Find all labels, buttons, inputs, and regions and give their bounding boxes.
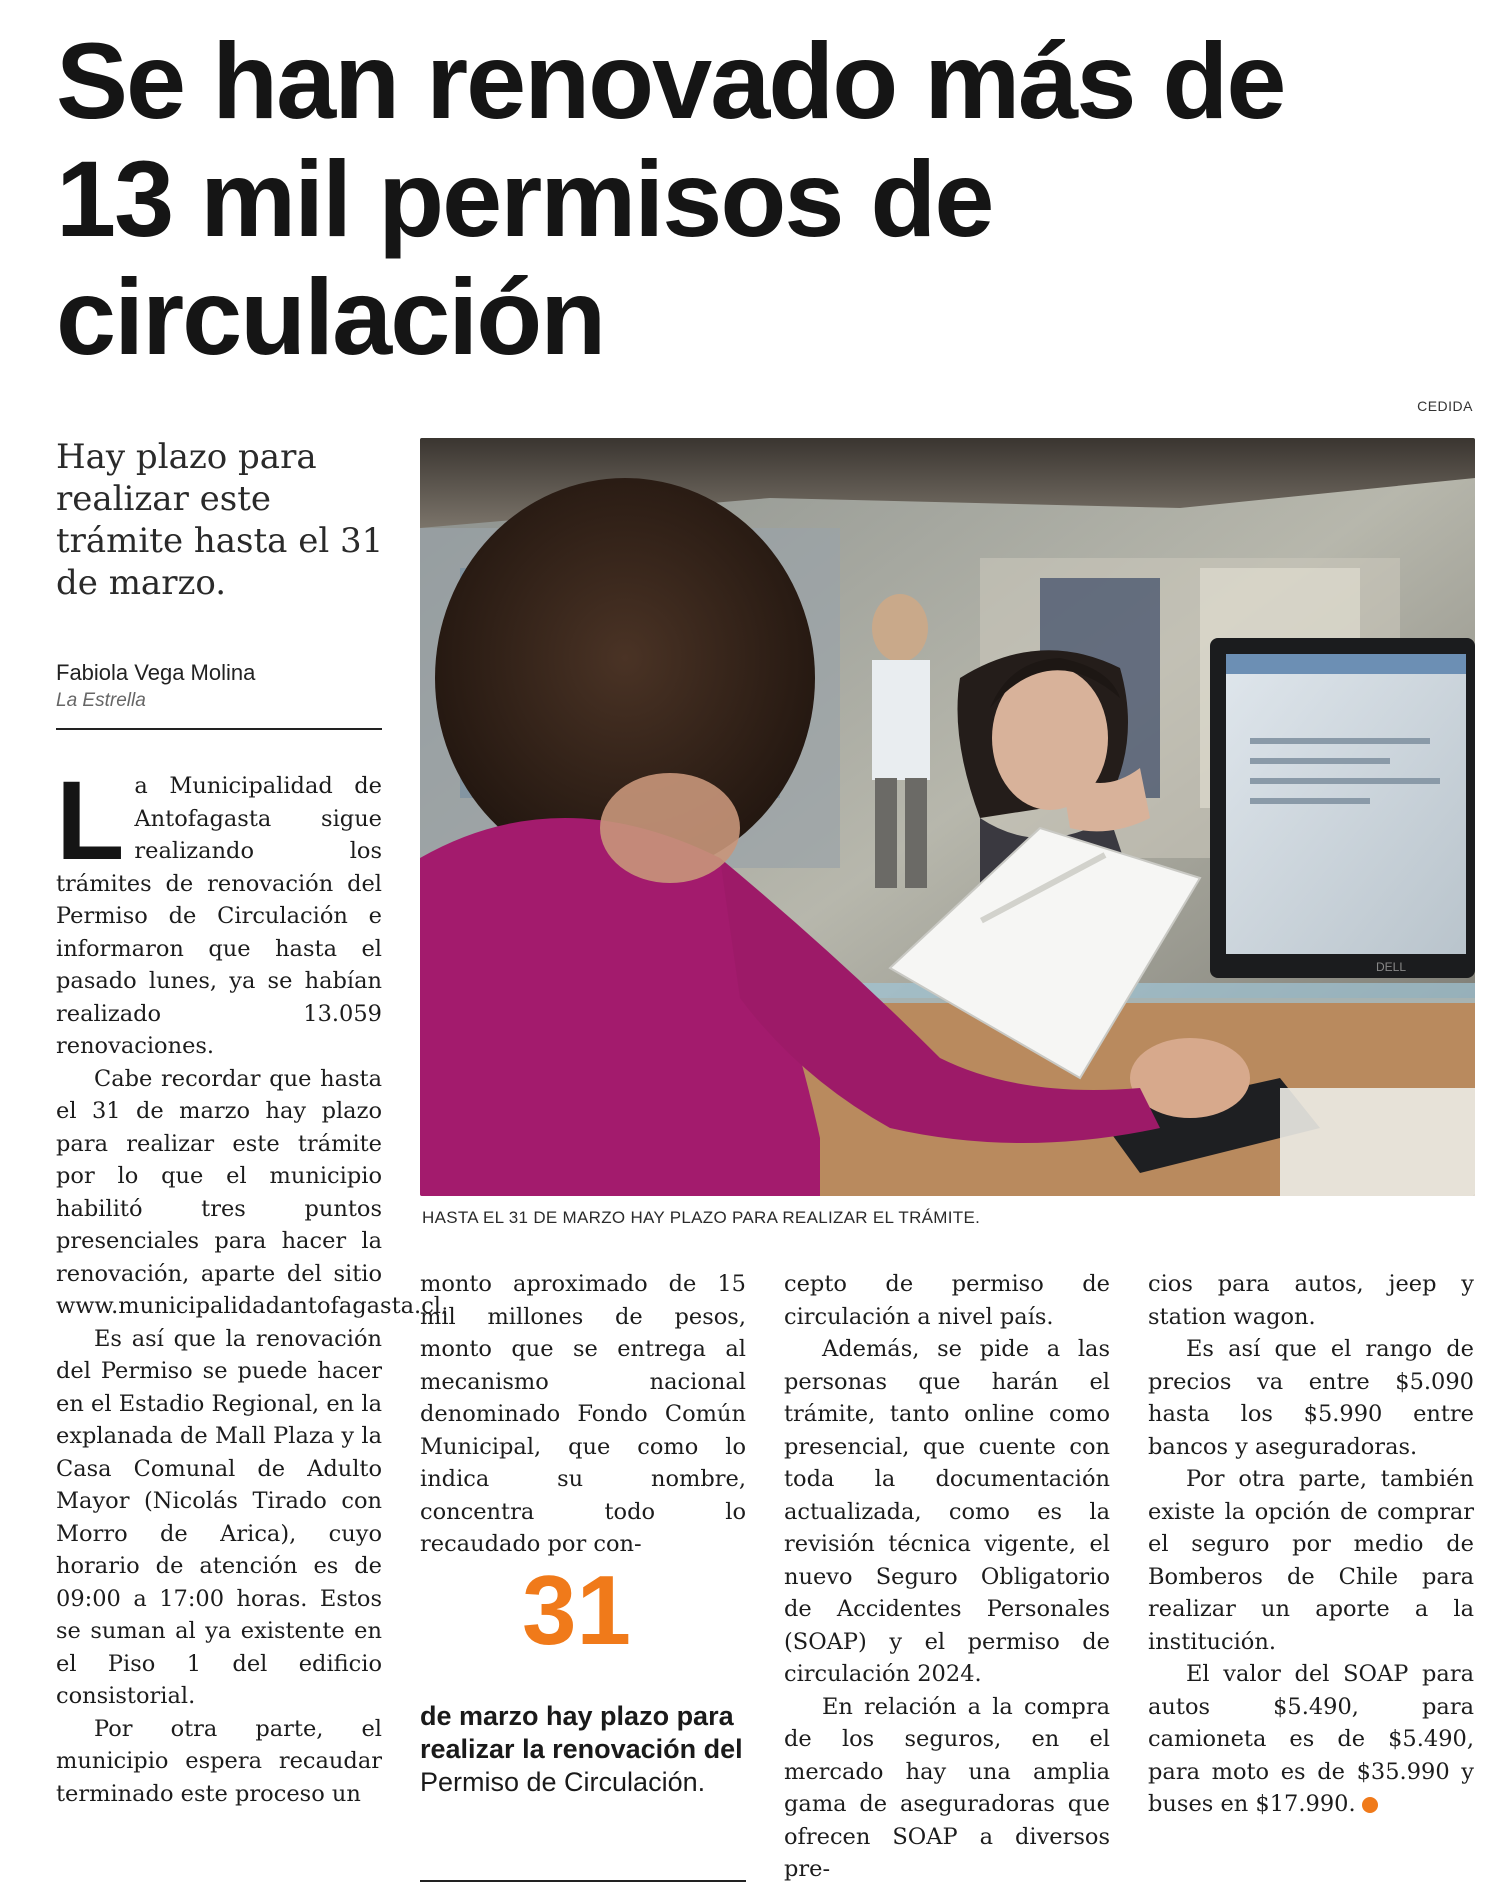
- factbox-regular-text: Permiso de Circulación.: [420, 1767, 706, 1797]
- article-column-2: [420, 1268, 746, 1561]
- byline-divider: [56, 728, 382, 730]
- paragraph-12: [1148, 1658, 1474, 1821]
- factbox: [420, 1700, 746, 1799]
- article-column-3: [784, 1268, 1110, 1886]
- paragraph-8: En relación a la compra de los seguros, en el mercado hay una amplia gama de aseguradoras que ofrecen SOAP a diversos pre-: [784, 1693, 1110, 1882]
- factbox-divider: [420, 1880, 746, 1882]
- headline-line-3: circulación: [56, 256, 605, 377]
- headline: [56, 22, 1456, 376]
- paragraph-1-text: a Municipalidad de Antofagasta sigue realizando los trámites de renovación del Permiso de Circulación e informaron que hasta el pasado lunes, ya se habían realizado 13.059 renovaciones.: [56, 773, 382, 1059]
- paragraph-4: Por otra parte, el municipio espera recaudar terminado este proceso un: [56, 1715, 382, 1807]
- photo-credit: CEDIDA: [1417, 398, 1473, 414]
- paragraph-6: cepto de permiso de circulación a nivel país.: [784, 1271, 1110, 1330]
- end-of-article-icon: [1362, 1797, 1378, 1813]
- factbox-number: 31: [522, 1555, 632, 1665]
- paragraph-5: monto aproximado de 15 mil millones de pesos, monto que se entrega al mecanismo nacional denominado Fondo Común Municipal, que como lo indica su nombre, concentra todo lo recaudado por con-: [420, 1271, 746, 1557]
- paragraph-3: Es así que la renovación del Permiso se puede hacer en el Estadio Regional, en la explanada de Mall Plaza y la Casa Comunal de Adulto Mayor (Nicolás Tirado con Morro de Arica), cuyo horario de atención es de 09:00 a 17:00 horas. Estos se suman al ya existente en el Piso 1 del edificio consistorial.: [56, 1325, 382, 1709]
- factbox-bold-text: de marzo hay plazo para realizar la renovación del: [420, 1701, 743, 1764]
- paragraph-1: [56, 758, 382, 1063]
- paragraph-12-text: El valor del SOAP para autos $5.490, para camioneta es de $5.490, para moto es de $35.990 y buses en $17.990.: [1148, 1661, 1474, 1817]
- article-photo: [420, 438, 1475, 1196]
- paragraph-10: Es así que el rango de precios va entre $5.090 hasta los $5.990 entre bancos y aseguradoras.: [1148, 1336, 1474, 1460]
- paragraph-11: Por otra parte, también existe la opción de comprar el seguro por medio de Bomberos de Chile para realizar un aporte a la institución.: [1148, 1466, 1474, 1655]
- headline-line-1: Se han renovado más de: [56, 20, 1285, 141]
- monitor-brand-label: DELL: [1376, 960, 1407, 974]
- paragraph-2: Cabe recordar que hasta el 31 de marzo hay plazo para realizar este trámite por lo que el municipio habilitó tres puntos presenciales para hacer la renovación, aparte del sitio www.municipalidadantofagasta.cl.: [56, 1065, 449, 1319]
- byline-author: Fabiola Vega Molina: [56, 660, 256, 685]
- paragraph-9: cios para autos, jeep y station wagon.: [1148, 1271, 1474, 1330]
- article-column-4: [1148, 1268, 1474, 1821]
- drop-cap: L: [56, 758, 125, 883]
- paragraph-7: Además, se pide a las personas que harán el trámite, tanto online como presencial, que cuente con toda la documentación actualizada, como es la revisión técnica vigente, el nuevo Seguro Obligatorio de Accidentes Personales (SOAP) y el permiso de circulación 2024.: [784, 1336, 1110, 1687]
- byline-publication: La Estrella: [56, 690, 146, 711]
- office-scene-illustration: [420, 438, 1475, 1196]
- headline-line-2: 13 mil permisos de: [56, 138, 993, 259]
- deck-subtitle: Hay plazo para realizar este trámite hasta el 31 de marzo.: [56, 437, 384, 603]
- article-column-1: [56, 758, 449, 1810]
- photo-caption: HASTA EL 31 DE MARZO HAY PLAZO PARA REALIZAR EL TRÁMITE.: [422, 1208, 981, 1227]
